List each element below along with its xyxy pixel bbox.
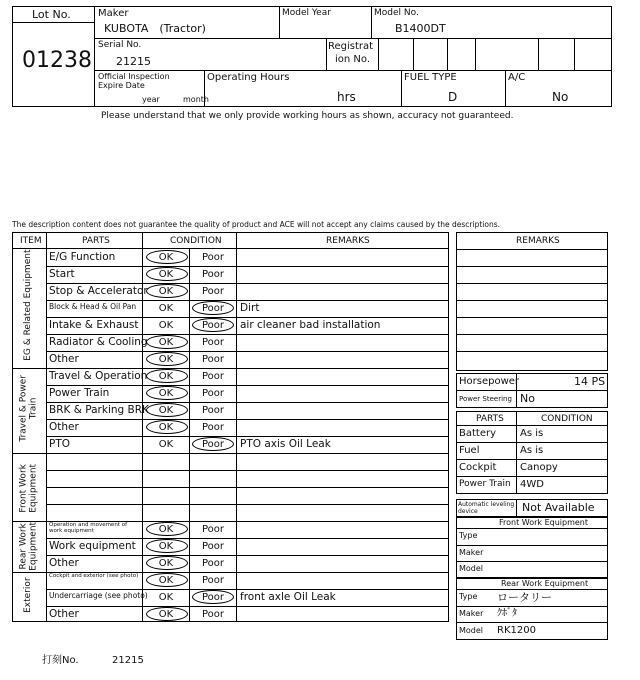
row-part-label: Power Train [49, 387, 110, 399]
selected-condition-circle [146, 335, 188, 349]
ok-option: OK [158, 405, 174, 416]
selected-condition-circle [192, 301, 234, 315]
selected-condition-circle [146, 250, 188, 264]
poor-option: Poor [201, 303, 225, 314]
selected-condition-circle [146, 573, 188, 587]
cockpit-value: Canopy [520, 462, 558, 473]
ok-option: OK [158, 388, 174, 399]
rear-maker-value: ｸﾎﾞﾀ [497, 608, 517, 619]
row-part-label: Cockpit and exterior (see photo) [49, 573, 139, 579]
rear-work-title: Rear Work Equipment [501, 579, 589, 588]
rear-model-value: RK1200 [497, 625, 536, 636]
ok-option: OK [158, 337, 174, 348]
month-label: month [183, 95, 209, 104]
row-part-label: Travel & Operation [49, 370, 148, 382]
stamp-value: 21215 [112, 655, 144, 666]
operating-hours-label: Operating Hours [207, 72, 290, 83]
selected-condition-circle [146, 284, 188, 298]
selected-condition-circle [192, 590, 234, 604]
group-exterior: Exterior [22, 577, 33, 613]
parts-header: PARTS [476, 414, 504, 424]
poor-option: Poor [201, 541, 225, 552]
poor-option: Poor [201, 524, 225, 535]
row-part-label: Operation and movement of work equipment [49, 522, 128, 535]
power-steering-value: No [520, 392, 535, 405]
model-year-label: Model Year [282, 8, 331, 18]
ok-option: OK [158, 252, 174, 263]
row-part-label: PTO [49, 438, 71, 450]
poor-option: Poor [201, 269, 225, 280]
group-travel-power-train: Travel & Power Train [18, 374, 39, 442]
ok-option: OK [158, 320, 174, 331]
horsepower-value: 14 PS [574, 375, 606, 388]
poor-option: Poor [201, 286, 225, 297]
front-model-label: Model [459, 564, 484, 573]
poor-option: Poor [201, 439, 225, 450]
model-no-label: Model No. [374, 8, 419, 18]
selected-condition-circle [146, 369, 188, 383]
lot-number: 01238 [22, 48, 92, 73]
ok-option: OK [158, 558, 174, 569]
row-part-label: Start [49, 268, 75, 280]
ok-option: OK [158, 422, 174, 433]
row-part-label: Stop & Accelerator [49, 285, 148, 297]
rear-type-value: ロータリー [497, 591, 552, 604]
poor-option: Poor [201, 575, 225, 586]
right-remarks-title: REMARKS [516, 236, 560, 246]
col-item-header: ITEM [20, 236, 42, 246]
group-rear-work: Rear Work Equipment [18, 521, 39, 571]
selected-condition-circle [146, 352, 188, 366]
serial-value: 21215 [116, 55, 151, 68]
year-label: year [142, 95, 160, 104]
ok-option: OK [158, 286, 174, 297]
row-part-label: Work equipment [49, 540, 136, 552]
maker-value: KUBOTA (Tractor) [104, 22, 206, 35]
row-part-label: Block & Head & Oil Pan [49, 302, 137, 311]
selected-condition-circle [192, 318, 234, 332]
row-remark: front axle Oil Leak [240, 591, 336, 603]
registration-label-2: ion No. [335, 54, 371, 65]
selected-condition-circle [146, 539, 188, 553]
poor-option: Poor [201, 320, 225, 331]
selected-condition-circle [146, 522, 188, 536]
col-condition-header: CONDITION [170, 236, 222, 246]
poor-option: Poor [201, 354, 225, 365]
battery-value: As is [520, 428, 544, 439]
selected-condition-circle [146, 420, 188, 434]
row-part-label: Other [49, 557, 79, 569]
row-remark: Dirt [240, 302, 260, 314]
auto-level-label-2: device [458, 508, 478, 515]
poor-option: Poor [201, 388, 225, 399]
ok-option: OK [158, 269, 174, 280]
ok-option: OK [158, 303, 174, 314]
registration-label-1: Registrat [328, 41, 374, 52]
hours-notice: Please understand that we only provide working hours as shown, accuracy not guaranteed. [101, 111, 514, 121]
poor-option: Poor [201, 337, 225, 348]
group-front-work: Front Work Equipment [18, 463, 39, 513]
poor-option: Poor [201, 371, 225, 382]
power-train-value: 4WD [520, 479, 544, 490]
fuel-type-label: FUEL TYPE [404, 72, 457, 83]
stamp-label: 打刻No. [42, 655, 79, 666]
auto-level-value: Not Available [522, 501, 595, 514]
poor-option: Poor [201, 252, 225, 263]
ok-option: OK [158, 439, 174, 450]
rear-maker-label: Maker [459, 609, 484, 618]
inspection-label-2: Expire Date [98, 81, 145, 90]
rear-type-label: Type [459, 592, 478, 601]
condition-header: CONDITION [541, 414, 593, 424]
ac-value: No [552, 90, 569, 104]
row-remark: air cleaner bad installation [240, 319, 381, 331]
ok-option: OK [158, 609, 174, 620]
selected-condition-circle [146, 556, 188, 570]
row-part-label: Undercarriage (see photo) [49, 591, 148, 600]
selected-condition-circle [146, 403, 188, 417]
serial-label: Serial No. [98, 40, 142, 50]
ok-option: OK [158, 592, 174, 603]
ok-option: OK [158, 575, 174, 586]
group-eg-related: EG & Related Equipment [22, 249, 33, 361]
selected-condition-circle [192, 437, 234, 451]
header-box [12, 6, 612, 107]
inspection-label-1: Official Inspection [98, 72, 170, 81]
ok-option: OK [158, 541, 174, 552]
poor-option: Poor [201, 405, 225, 416]
poor-option: Poor [201, 592, 225, 603]
poor-option: Poor [201, 558, 225, 569]
fuel-label: Fuel [459, 445, 480, 456]
ok-option: OK [158, 524, 174, 535]
row-part-label: Other [49, 353, 79, 365]
row-part-label: E/G Function [49, 251, 116, 263]
ok-option: OK [158, 371, 174, 382]
hours-unit: hrs [337, 90, 356, 104]
row-part-label: Intake & Exhaust [49, 319, 139, 331]
ac-label: A/C [508, 72, 526, 83]
row-part-label: Radiator & Cooling [49, 336, 148, 348]
description-notice: The description content does not guarantee the quality of product and ACE will not accept any claims caused by the descriptions. [12, 220, 501, 229]
horsepower-label: Horsepower [459, 376, 520, 387]
front-work-title: Front Work Equipment [499, 518, 589, 527]
model-no-value: B1400DT [395, 22, 446, 35]
col-remarks-header: REMARKS [326, 236, 370, 246]
cockpit-label: Cockpit [459, 462, 497, 473]
front-maker-label: Maker [459, 548, 484, 557]
fuel-value: As is [520, 445, 544, 456]
power-train-label: Power Train [459, 479, 511, 489]
col-parts-header: PARTS [82, 236, 110, 246]
battery-label: Battery [459, 428, 497, 439]
fuel-type-value: D [448, 90, 458, 104]
power-steering-label: Power Steering [459, 395, 512, 403]
ok-option: OK [158, 354, 174, 365]
row-part-label: Other [49, 421, 79, 433]
row-part-label: Other [49, 608, 79, 620]
lot-label: Lot No. [32, 8, 71, 21]
poor-option: Poor [201, 609, 225, 620]
row-remark: PTO axis Oil Leak [240, 438, 331, 450]
selected-condition-circle [146, 267, 188, 281]
front-type-label: Type [459, 531, 478, 540]
row-part-label: BRK & Parking BRK [49, 404, 149, 416]
selected-condition-circle [146, 386, 188, 400]
auto-level-label-1: Automatic leveling [458, 501, 515, 508]
rear-model-label: Model [459, 626, 484, 635]
selected-condition-circle [146, 607, 188, 621]
poor-option: Poor [201, 422, 225, 433]
maker-label: Maker [98, 8, 129, 19]
